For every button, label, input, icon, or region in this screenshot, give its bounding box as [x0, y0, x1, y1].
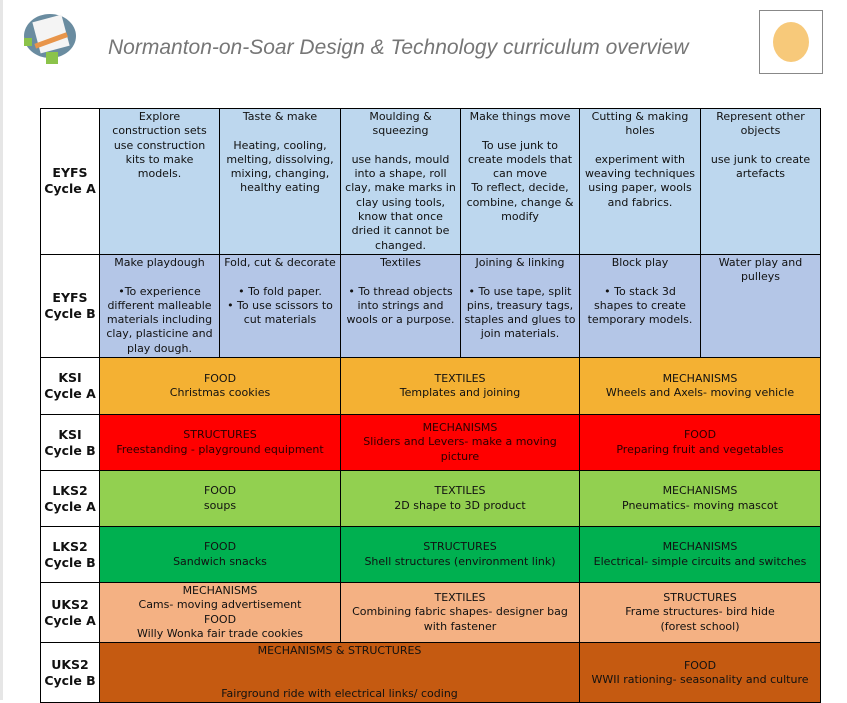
table-row-uks2-b — [41, 643, 821, 703]
school-logo — [759, 10, 823, 74]
table-row-lks2-b — [41, 527, 821, 583]
table-row-eyfs-b — [41, 254, 821, 357]
table-cell: Taste & make Heating, cooling, melting, dissolving, mixing, changing, healthy eating — [220, 109, 341, 255]
table-row-lks2-a — [41, 471, 821, 527]
page-edge — [0, 0, 3, 700]
table-cell: Water play and pulleys — [701, 254, 821, 357]
row-label: KSI Cycle B — [41, 415, 100, 471]
table-cell: MECHANISMS Pneumatics- moving mascot — [580, 471, 821, 527]
row-label: LKS2 Cycle A — [41, 471, 100, 527]
table-cell: MECHANISMS Cams- moving advertisement FOOD Willy Wonka fair trade cookies — [100, 583, 341, 643]
table-row-ks1-b — [41, 415, 821, 471]
table-cell: Represent other objects use junk to create artefacts — [701, 109, 821, 255]
table-cell: MECHANISMS Wheels and Axels- moving vehicle — [580, 358, 821, 415]
row-label: UKS2 Cycle A — [41, 583, 100, 643]
page-title: Normanton-on-Soar Design & Technology curriculum overview — [108, 36, 689, 59]
table-cell: Block play • To stack 3d shapes to create temporary models. — [580, 254, 701, 357]
table-row-uks2-a — [41, 583, 821, 643]
table-cell: Fold, cut & decorate • To fold paper. • To use scissors to cut materials — [220, 254, 341, 357]
table-cell: Joining & linking • To use tape, split pins, treasury tags, staples and glues to join materials. — [461, 254, 580, 357]
table-cell: TEXTILES 2D shape to 3D product — [341, 471, 580, 527]
table-row-eyfs-a — [41, 109, 821, 255]
row-label: UKS2 Cycle B — [41, 643, 100, 703]
table-cell: FOOD Christmas cookies — [100, 358, 341, 415]
table-cell: Make things move To use junk to create models that can move To reflect, decide, combine, change & modify — [461, 109, 580, 255]
table-cell: MECHANISMS Sliders and Levers- make a moving picture — [341, 415, 580, 471]
table-cell: FOOD Sandwich snacks — [100, 527, 341, 583]
table-cell: Explore construction sets use construction kits to make models. — [100, 109, 220, 255]
table-cell: Moulding & squeezing use hands, mould into a shape, roll clay, make marks in clay using tools, know that once dried it cannot be changed. — [341, 109, 461, 255]
table-cell: FOOD Preparing fruit and vegetables — [580, 415, 821, 471]
table-cell: FOOD soups — [100, 471, 341, 527]
curriculum-table — [40, 108, 821, 703]
design-clipart-icon — [18, 8, 88, 68]
table-cell: Make playdough •To experience different malleable materials including clay, plasticine and play dough. — [100, 254, 220, 357]
row-label: EYFS Cycle B — [41, 254, 100, 357]
table-cell: STRUCTURES Shell structures (environment link) — [341, 527, 580, 583]
table-cell: MECHANISMS & STRUCTURES Fairground ride with electrical links/ coding — [100, 643, 580, 703]
table-cell: STRUCTURES Frame structures- bird hide (forest school) — [580, 583, 821, 643]
table-cell: FOOD WWII rationing- seasonality and culture — [580, 643, 821, 703]
table-row-ks1-a — [41, 358, 821, 415]
table-cell: STRUCTURES Freestanding - playground equipment — [100, 415, 341, 471]
row-label: LKS2 Cycle B — [41, 527, 100, 583]
row-label: EYFS Cycle A — [41, 109, 100, 255]
table-cell: Textiles • To thread objects into strings and wools or a purpose. — [341, 254, 461, 357]
row-label: KSI Cycle A — [41, 358, 100, 415]
table-cell: TEXTILES Templates and joining — [341, 358, 580, 415]
table-cell: MECHANISMS Electrical- simple circuits and switches — [580, 527, 821, 583]
table-cell: Cutting & making holes experiment with weaving techniques using paper, wools and fabrics. — [580, 109, 701, 255]
table-cell: TEXTILES Combining fabric shapes- designer bag with fastener — [341, 583, 580, 643]
